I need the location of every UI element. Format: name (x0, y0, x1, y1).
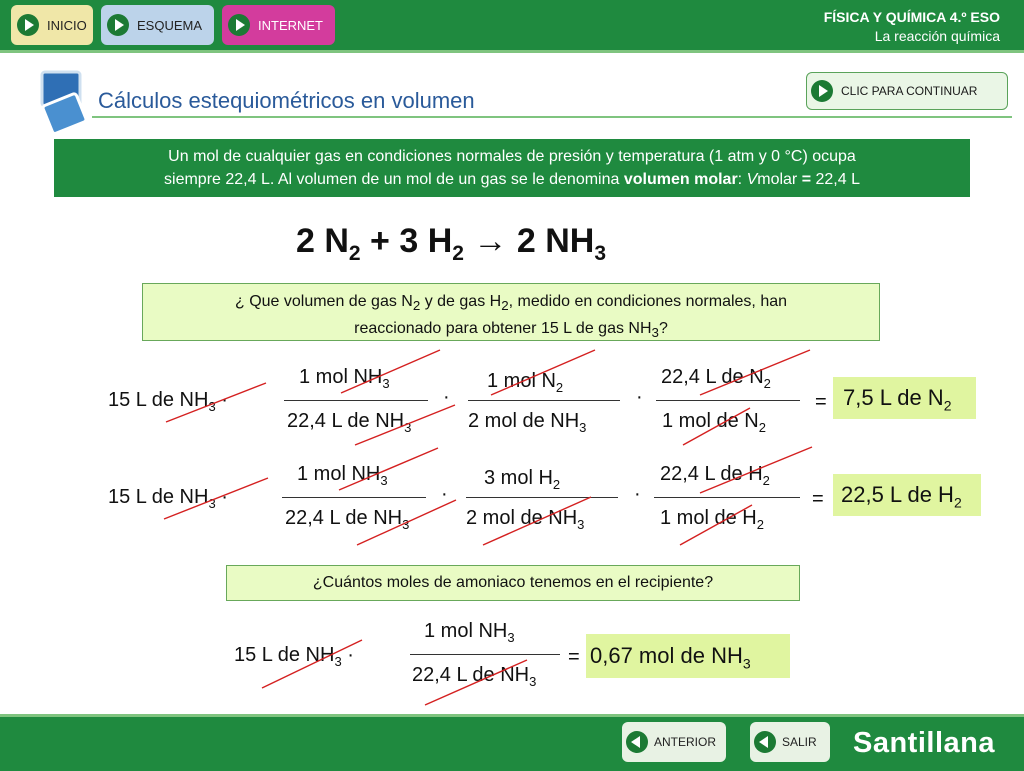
cancel-line (339, 448, 438, 490)
cancel-line (425, 660, 527, 705)
info-line-1: Un mol de cualquier gas en condiciones normales de presión y temperatura (1 atm y 0 °C) ocupa (168, 148, 856, 165)
calc2-f2-numerator: 3 mol $H_2$ (484, 467, 561, 492)
esquema-label: ESQUEMA (137, 17, 203, 33)
calc2-start: 15 L de $NH_3$ · (108, 486, 228, 511)
salir-button[interactable] (750, 722, 830, 762)
salir-label: SALIR (782, 735, 817, 749)
equals-sign: = (568, 646, 580, 668)
multiply-dot: · (443, 386, 450, 408)
calc1-f3-numerator: 22,4 L de $N_2$ (661, 366, 771, 391)
calc1-f1-denominator: 22,4 L de $NH_3$ (287, 410, 412, 435)
calc2-f3-denominator: 1 mol de $H_2$ (660, 507, 764, 532)
multiply-dot: · (634, 483, 641, 505)
course-subtitle: La reacción química (874, 28, 1000, 44)
page-title: Cálculos estequiométricos en volumen (98, 88, 475, 113)
calc3-start: 15 L de $NH_3$ · (234, 644, 354, 669)
calc3-f1-numerator: 1 mol $NH_3$ (424, 620, 515, 645)
cancel-line (355, 405, 455, 445)
calc2-f1-numerator: 1 mol $NH_3$ (297, 463, 388, 488)
cancel-line (357, 500, 456, 545)
question-volume-line-2: reaccionado para obtener 15 L de gas $NH_3$? (354, 320, 668, 341)
chemical-equation: 2 $N_2 + 3$ $H_2 \to 2$ $NH_3$ (296, 222, 607, 265)
calc1-f2-denominator: 2 mol de $NH_3$ (468, 410, 587, 435)
result-nh3-moles: 0,67 mol de $NH_3$ (586, 634, 790, 678)
cancel-line (700, 447, 812, 493)
calc2-f1-denominator: 22,4 L de $NH_3$ (285, 507, 410, 532)
anterior-label: ANTERIOR (654, 735, 717, 749)
calc1-f3-denominator: 1 mol de $N_2$ (662, 410, 766, 435)
cancel-line (680, 505, 752, 545)
continue-label: CLIC PARA CONTINUAR (841, 84, 978, 98)
calc1-start: 15 L de $NH_3$ · (108, 389, 228, 414)
equals-sign: = (815, 391, 827, 413)
calc3-f1-denominator: 22,4 L de $NH_3$ (412, 664, 537, 689)
back-arrow-icon (754, 731, 776, 753)
question-volume-line-1: ¿ Que volumen de gas $N_2$ y de gas $H_2$, medido en condiciones normales, han (234, 293, 788, 314)
multiply-dot: · (441, 483, 448, 505)
calc2-f2-denominator: 2 mol de $NH_3$ (466, 507, 585, 532)
question-moles: ¿Cuántos moles de amoniaco tenemos en el recipiente? (226, 565, 800, 601)
result-n2-volume: 7,5 L de $N_2$ (833, 377, 976, 419)
calc1-f2-numerator: 1 mol $N_2$ (487, 370, 564, 395)
inicio-label: INICIO (47, 17, 87, 33)
course-title: FÍSICA Y QUÍMICA 4.º ESO (823, 9, 1000, 25)
info-line-2: siempre 22,4 L. Al volumen de un mol de un gas se le denomina volumen molar: Vmolar = 22,4 L (164, 171, 860, 188)
cancel-line (491, 350, 595, 395)
santillana-logo: Santillana (853, 727, 995, 759)
back-arrow-icon (626, 731, 648, 753)
cancel-line (262, 640, 362, 688)
cancel-line (683, 408, 750, 445)
calc1-f1-numerator: 1 mol $NH_3$ (299, 366, 390, 391)
result-h2-volume: 22,5 L de $H_2$ (833, 474, 981, 516)
cancel-line (164, 478, 268, 519)
cancel-line (700, 350, 810, 395)
cancel-line (341, 350, 440, 393)
cancel-line (483, 497, 591, 545)
anterior-button[interactable] (622, 722, 726, 762)
equals-sign: = (812, 488, 824, 510)
calc2-f3-numerator: 22,4 L de $H_2$ (660, 463, 770, 488)
multiply-dot: · (636, 386, 643, 408)
cancel-line (166, 383, 266, 422)
internet-label: INTERNET (258, 17, 323, 33)
